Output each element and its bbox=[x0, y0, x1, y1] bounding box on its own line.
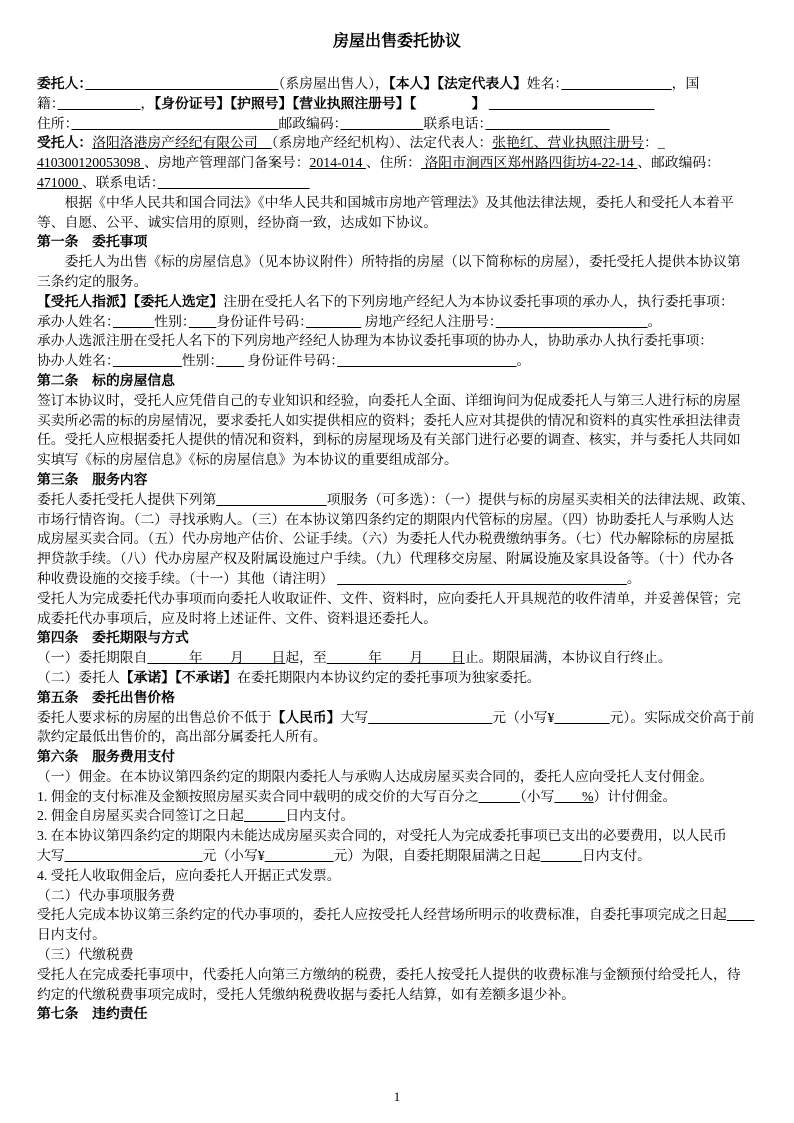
text-run: 身份证件号码： bbox=[216, 313, 307, 329]
filled-value: 张艳红、营业执照注册号 bbox=[492, 135, 645, 151]
text-run: （一）佣金。在本协议第四条约定的期限内委托人与承购人达成房屋买卖合同的，委托人应向受托人支付佣金。 bbox=[37, 768, 714, 784]
paragraph-line bbox=[37, 727, 757, 747]
paragraph-line bbox=[37, 826, 757, 846]
paragraph-line bbox=[37, 94, 757, 114]
text-run: （一）委托期限自 bbox=[37, 650, 148, 666]
text-run: 。 bbox=[647, 313, 662, 329]
section-heading bbox=[37, 1004, 757, 1024]
page-number: 1 bbox=[393, 1089, 401, 1105]
paragraph-line bbox=[37, 985, 757, 1005]
text-run: 姓名： bbox=[526, 76, 562, 91]
text-run: ）计付佣金。 bbox=[593, 788, 677, 804]
text-run: （小写 bbox=[519, 788, 555, 804]
paragraph-line bbox=[37, 312, 757, 332]
text-run: 委托人： bbox=[37, 76, 86, 91]
text-run: 大写 bbox=[37, 848, 65, 864]
text-run: 成委托代办事项后，应及时将上述证件、文件、资料退还委托人。 bbox=[37, 610, 438, 626]
blank-field bbox=[244, 808, 285, 823]
blank-field bbox=[554, 710, 609, 725]
paragraph-line bbox=[37, 767, 757, 787]
filled-value: 洛阳洛港房产经纪有限公司 bbox=[92, 135, 272, 151]
text-run: 委托人为出售《标的房屋信息》（见本协议附件）所特指的房屋（以下简称标的房屋），委托受托人提供本协议第 bbox=[64, 254, 741, 270]
text-run: 第二条 标的房屋信息 bbox=[37, 372, 175, 388]
blank-field bbox=[216, 492, 326, 507]
blank-field bbox=[113, 314, 154, 329]
paragraph-line bbox=[37, 272, 757, 292]
text-run: 日内支付。 bbox=[581, 848, 651, 864]
paragraph-line bbox=[37, 153, 757, 173]
blank-field bbox=[265, 848, 334, 863]
text-run: 第四条 委托期限与方式 bbox=[37, 630, 189, 646]
text-run: （二）委托人 bbox=[37, 669, 120, 685]
text-run: 签订本协议时，受托人应凭借自己的专业知识和经验，向委托人全面、详细询问为促成委托人与第三人进行标的房屋 bbox=[37, 392, 741, 408]
text-run: 第一条 委托事项 bbox=[37, 234, 148, 250]
text-run: 3. 在本协议第四条约定的期限内未能达成房屋买卖合同的，对受托人为完成委托事项已支出的必要费用，以人民币 bbox=[37, 828, 727, 844]
blank-field bbox=[496, 314, 648, 329]
text-run: 在委托期限内本协议约定的委托事项为独家委托。 bbox=[237, 669, 541, 685]
section-heading bbox=[37, 371, 757, 391]
text-run: 住所： bbox=[37, 115, 72, 131]
paragraph-line bbox=[37, 292, 757, 312]
text-run: 协办人姓名： bbox=[37, 353, 113, 369]
text-run: 第三条 服务内容 bbox=[37, 471, 148, 487]
text-run: 第五条 委托出售价格 bbox=[37, 689, 175, 705]
text-run: 买卖所必需的标的房屋情况，要求委托人如实提供相应的资料；委托人应对其提供的情况和资料的真实性承担法律责 bbox=[37, 412, 741, 428]
blank-field bbox=[65, 848, 203, 863]
text-run: 委托人要求标的房屋的出售总价不低于 bbox=[37, 709, 272, 725]
paragraph-line bbox=[37, 213, 757, 233]
text-run: 性别： bbox=[154, 313, 189, 329]
text-run: 委托人委托受托人提供下列第 bbox=[37, 491, 217, 507]
paragraph-line bbox=[37, 529, 757, 549]
text-run: 元）。实际成交价高于前 bbox=[609, 709, 755, 725]
text-run: 成房屋买卖合同。（五）代办房地产估价、公证手续。（六）为委托人代办税费缴纳事务。（七）代办解除标的房屋抵 bbox=[37, 531, 734, 547]
text-run: 三条约定的服务。 bbox=[37, 273, 148, 289]
text-run: 承办人姓名： bbox=[37, 313, 113, 329]
blank-field bbox=[306, 314, 361, 329]
filled-value: 年 月 日 bbox=[326, 650, 465, 666]
section-heading bbox=[37, 688, 757, 708]
paragraph-line bbox=[37, 708, 757, 728]
page-footer bbox=[0, 1087, 794, 1107]
text-run: 押贷款手续。（八）代办房屋产权及附属设施过户手续。（九）代理移交房屋、附属设施及家具设备等。（十）代办各 bbox=[37, 551, 734, 567]
blank-field bbox=[489, 96, 655, 111]
text-run: 约定的代缴税费事项完成时，受托人凭缴纳税费收据与委托人结算，如有差额多退少补。 bbox=[37, 986, 576, 1002]
paragraph-line bbox=[37, 886, 757, 906]
text-run: （系房屋出售人）， bbox=[278, 76, 389, 91]
blank-field bbox=[72, 116, 279, 131]
text-run: 止。期限届满，本协议自行终止。 bbox=[464, 650, 672, 666]
paragraph-line bbox=[37, 549, 757, 569]
text-run: 1. 佣金的支付标准及金额按照房屋买卖合同中载明的成交价的大写百分之 bbox=[37, 788, 479, 804]
blank-field bbox=[85, 76, 278, 91]
text-run: 、住所： bbox=[365, 155, 422, 171]
section-heading bbox=[37, 232, 757, 252]
paragraph-line bbox=[37, 331, 757, 351]
paragraph-line bbox=[37, 806, 757, 826]
text-run: 、联系电话： bbox=[81, 174, 158, 190]
text-run: 【人民币】 bbox=[271, 709, 341, 725]
paragraph-line bbox=[37, 965, 757, 985]
paragraph-line bbox=[37, 450, 757, 470]
text-run: 【受托人指派】【委托人选定】 bbox=[37, 293, 224, 309]
blank-field bbox=[727, 907, 755, 922]
text-run: 【承诺】【不承诺】 bbox=[119, 669, 238, 685]
paragraph-line bbox=[37, 648, 757, 668]
filled-value: 洛阳市涧西区郑州路四街坊4-22-14 bbox=[421, 155, 638, 171]
paragraph-line bbox=[37, 787, 757, 807]
text-run: 起，至 bbox=[285, 650, 327, 666]
filled-value: % bbox=[554, 788, 594, 804]
paragraph-line bbox=[37, 866, 757, 886]
text-run: （系房地产经纪机构）、法定代表人： bbox=[271, 135, 493, 151]
blank-field bbox=[58, 96, 141, 111]
text-run: ：_ bbox=[644, 135, 665, 151]
filled-value: 410300120053098 bbox=[37, 155, 144, 171]
text-run: 房地产经纪人注册号： bbox=[361, 313, 496, 329]
blank-field bbox=[485, 116, 609, 131]
text-run: 款约定最低出售价的，高出部分属委托人所有。 bbox=[37, 729, 327, 745]
text-run: 日内支付。 bbox=[37, 927, 106, 943]
text-run: 大写 bbox=[340, 709, 369, 725]
blank-field bbox=[368, 710, 492, 725]
paragraph-line bbox=[37, 74, 757, 94]
text-run: 。 bbox=[626, 570, 641, 586]
text-run: 性别： bbox=[181, 353, 217, 369]
text-run: 任。受托人应根据委托人提供的情况和资料，到标的房屋现场及有关部门进行必要的调查、核实，并与委托人共同如 bbox=[37, 432, 741, 448]
filled-value: 年 月 日 bbox=[147, 650, 286, 666]
page-title: 房屋出售委托协议 bbox=[332, 33, 461, 50]
text-run: 第六条 服务费用支付 bbox=[37, 749, 175, 765]
paragraph-line bbox=[37, 391, 757, 411]
section-heading bbox=[37, 470, 757, 490]
text-run: （二）代办事项服务费 bbox=[37, 887, 175, 903]
paragraph-line bbox=[37, 945, 757, 965]
text-run: 受托人为完成委托代办事项而向委托人收取证件、文件、资料时，应向委托人开具规范的收件清单，并妥善保管；完 bbox=[37, 590, 741, 606]
paragraph-line bbox=[37, 609, 757, 629]
text-run: 承办人选派注册在受托人名下的下列房地产经纪人协理为本协议委托事项的协办人，协助承办人执行委托事项： bbox=[37, 333, 714, 349]
text-run: ， bbox=[140, 95, 155, 111]
text-run: 受托人在完成委托事项中，代委托人向第三方缴纳的税费，委托人按受托人提供的收费标准与金额预付给受托人，待 bbox=[37, 966, 741, 982]
text-run: （三）代缴税费 bbox=[37, 947, 134, 963]
text-run: 邮政编码： bbox=[278, 115, 341, 131]
text-run: 4. 受托人收取佣金后，应向委托人开据正式发票。 bbox=[37, 867, 341, 883]
paragraph-line bbox=[37, 193, 757, 213]
text-run: ，国 bbox=[671, 76, 700, 91]
blank-field bbox=[113, 353, 182, 368]
text-run: 籍： bbox=[37, 95, 58, 111]
text-run: 等、自愿、公平、诚实信用的原则，经协商一致，达成如下协议。 bbox=[37, 214, 438, 230]
text-run: 元）为限，自委托期限届满之日起 bbox=[333, 848, 541, 864]
text-run: 种收费设施的交接手续。（十一）其他（请注明） bbox=[37, 570, 338, 586]
blank-field bbox=[479, 789, 520, 804]
text-run: 、房地产管理部门备案号： bbox=[143, 155, 310, 171]
text-run: 【本人】【法定代表人】 bbox=[388, 76, 527, 91]
text-run: 第七条 违约责任 bbox=[37, 1006, 148, 1022]
text-run: 受托人完成本协议第三条约定的代办事项的，委托人应按受托人经营场所明示的收费标准，自委托事项完成之日起 bbox=[37, 907, 727, 923]
blank-field bbox=[189, 314, 217, 329]
document-body bbox=[37, 74, 757, 1024]
blank-field bbox=[337, 571, 627, 586]
section-heading bbox=[37, 628, 757, 648]
paragraph-line bbox=[37, 411, 757, 431]
filled-value: 471000 bbox=[37, 174, 82, 190]
text-run: 。 bbox=[516, 353, 531, 369]
blank-field bbox=[216, 353, 244, 368]
text-run: 注册在受托人名下的下列房地产经纪人为本协议委托事项的承办人，执行委托事项： bbox=[223, 293, 734, 309]
filled-value: 2014-014 bbox=[309, 155, 366, 171]
paragraph-line bbox=[37, 351, 757, 371]
text-run: 、邮政编码： bbox=[637, 155, 720, 171]
paragraph-line bbox=[37, 133, 757, 153]
text-run: 身份证件号码： bbox=[243, 353, 338, 369]
text-run: 【身份证号】【护照号】【营业执照注册号】【 】 bbox=[154, 95, 486, 111]
text-run: 日内支付。 bbox=[285, 808, 355, 824]
paragraph-line bbox=[37, 114, 757, 134]
paragraph-line bbox=[37, 173, 757, 193]
text-run: 项服务（可多选）：（一）提供与标的房屋买卖相关的法律法规、政策、 bbox=[326, 491, 755, 507]
paragraph-line bbox=[37, 589, 757, 609]
text-run: 受托人： bbox=[37, 135, 93, 151]
text-run: 元（小写¥ bbox=[492, 709, 555, 725]
text-run: 实填写《标的房屋信息》《标的房屋信息》为本协议的重要组成部分。 bbox=[37, 452, 458, 468]
paragraph-line bbox=[37, 510, 757, 530]
blank-field bbox=[541, 848, 582, 863]
text-run: 联系电话： bbox=[423, 115, 486, 131]
text-run: 根据《中华人民共和国合同法》《中华人民共和国城市房地产管理法》及其他法律法规，委托人和受托人本着平 bbox=[64, 194, 734, 210]
text-run: 市场行情咨询。（二）寻找承购人。（三）在本协议第四条约定的期限内代管标的房屋。（四）协助委托人与承购人达 bbox=[37, 511, 734, 527]
paragraph-line bbox=[37, 569, 757, 589]
blank-field bbox=[337, 353, 516, 368]
paragraph-line bbox=[37, 905, 757, 925]
paragraph-line bbox=[37, 252, 757, 272]
text-run: 元（小写¥ bbox=[202, 848, 265, 864]
paragraph-line bbox=[37, 430, 757, 450]
paragraph-line bbox=[37, 846, 757, 866]
paragraph-line bbox=[37, 668, 757, 688]
paragraph-line bbox=[37, 925, 757, 945]
text-run: 2. 佣金自房屋买卖合同签订之日起 bbox=[37, 808, 244, 824]
blank-field bbox=[341, 116, 424, 131]
section-heading bbox=[37, 747, 757, 767]
paragraph-line bbox=[37, 490, 757, 510]
blank-field bbox=[158, 175, 310, 190]
blank-field bbox=[561, 76, 671, 91]
